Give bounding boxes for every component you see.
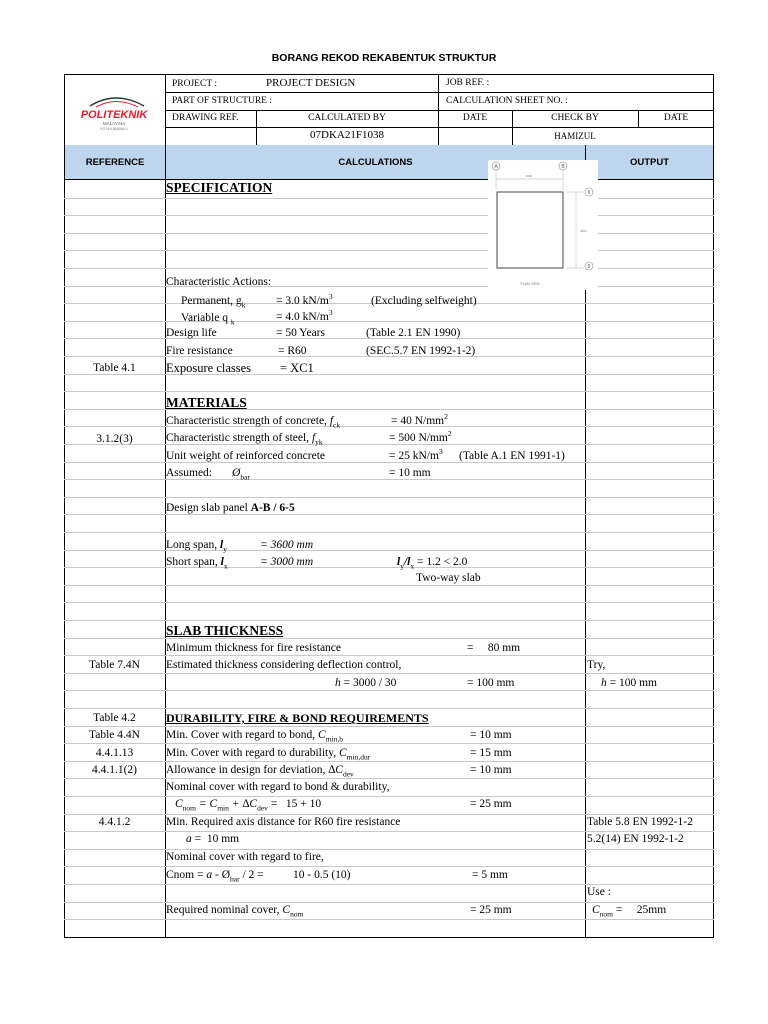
row-rule (64, 409, 714, 410)
ref-table-4-4n: Table 4.4N (89, 729, 140, 741)
cnom-value: = 25 mm (470, 798, 512, 810)
thickness-expression: h = 3000 / 30 (335, 677, 397, 689)
fyk-value: = 500 $N/mm^2$ (389, 429, 452, 444)
cover-bond-label: Min. Cover with regard to bond, $C_{min,b}$ (166, 729, 344, 744)
row-rule (64, 497, 714, 498)
short-span-value: = 3000 mm (260, 556, 314, 568)
svg-text:B: B (561, 164, 565, 170)
svg-text:A: A (494, 164, 498, 170)
slab-thickness-heading: SLAB THICKNESS (166, 623, 284, 638)
axis-distance-value: a = 10 mm (186, 833, 240, 845)
short-span-label: Short span, $l_x$ (166, 556, 228, 571)
row-rule (64, 426, 714, 427)
row-rule (64, 268, 714, 269)
row-rule (64, 215, 714, 216)
fyk-label: Characteristic strength of steel, $f_{yk}$ (166, 432, 323, 447)
materials-heading: MATERIALS (166, 395, 247, 410)
variable-label: Variable q $_k$ (181, 312, 235, 327)
header-rule (165, 92, 714, 93)
exposure-label: Exposure classes (166, 361, 252, 375)
job-ref-label: JOB REF. : (446, 78, 490, 88)
row-rule (64, 198, 714, 199)
cnom-expression: $C_{nom} = C_{min} + \Delta C_{dev} = 15 + 10$ (175, 798, 322, 813)
project-value: PROJECT DESIGN (266, 77, 356, 89)
unit-weight-label: Unit weight of reinforced concrete (166, 450, 326, 462)
unit-weight-note: (Table A.1 EN 1991-1) (459, 450, 565, 462)
svg-text:3600: 3600 (580, 229, 587, 233)
calculations-column-header: CALCULATIONS (166, 145, 585, 179)
ref-3-1-2-3: 3.1.2(3) (96, 433, 133, 445)
row-rule (64, 796, 714, 797)
permanent-label: Permanent, $g_k$ (181, 295, 246, 310)
row-rule (64, 708, 714, 709)
row-rule (64, 602, 714, 603)
variable-value: = 4.0 $kN/m^3$ (276, 308, 333, 323)
permanent-note: (Excluding selfweight) (371, 295, 477, 307)
svg-text:KOTA KINABALU: KOTA KINABALU (100, 127, 128, 131)
long-span-label: Long span, $l_y$ (166, 539, 227, 554)
nominal-fire-label: Nominal cover with regard to fire, (166, 851, 324, 863)
row-rule (64, 690, 714, 691)
row-rule (64, 550, 714, 551)
exposure-value: = XC1 (280, 361, 314, 375)
header-rule (165, 110, 714, 111)
check-by-label: CHECK BY (551, 113, 599, 123)
cnom-fire-value: = 5 mm (472, 869, 508, 881)
bar-diameter-symbol: $Ø_{bar}$ (232, 467, 250, 482)
output-table-5-8: Table 5.8 EN 1992-1-2 (587, 816, 693, 828)
output-use-label: Use : (587, 886, 611, 898)
part-of-structure-label: PART OF STRUCTURE : (172, 96, 273, 106)
ref-4-4-1-2: 4.4.1.2 (98, 816, 131, 828)
durability-heading: DURABILITY, FIRE & BOND REQUIREMENTS (166, 711, 429, 725)
ref-4-4-1-13: 4.4.1.13 (95, 747, 134, 759)
design-life-note: (Table 2.1 EN 1990) (366, 327, 461, 339)
design-life-label: Design life (166, 327, 217, 339)
row-rule (64, 655, 714, 656)
bar-diameter-value: = 10 mm (389, 467, 431, 479)
svg-text:5: 5 (587, 264, 591, 270)
fire-resistance-value: = R60 (278, 345, 307, 357)
cnom-fire-calc: 10 - 0.5 (10) (293, 869, 351, 881)
characteristic-actions-label: Characteristic Actions: (166, 276, 272, 288)
unit-weight-value: = 25 $kN/m^3$ (389, 447, 443, 462)
output-column-header: OUTPUT (586, 145, 713, 179)
svg-text:PLAN VIEW: PLAN VIEW (520, 282, 540, 286)
ref-table-4-2: Table 4.2 (93, 712, 136, 724)
row-rule (64, 919, 714, 920)
drawing-ref-label: DRAWING REF. (172, 113, 239, 123)
slab-type: Two-way slab (416, 572, 481, 584)
calculated-by-value: 07DKA21F1038 (310, 129, 384, 141)
row-rule (64, 866, 714, 867)
nominal-bond-label: Nominal cover with regard to bond & durability, (166, 781, 390, 793)
row-rule (64, 532, 714, 533)
fck-label: Characteristic strength of concrete, $f_{ck}$ (166, 415, 341, 430)
fire-resistance-note: (SEC.5.7 EN 1992-1-2) (366, 345, 476, 357)
date2-label: DATE (663, 113, 689, 123)
politeknik-logo (66, 92, 162, 132)
ref-4-4-1-1-2: 4.4.1.1(2) (91, 764, 138, 776)
row-rule (64, 250, 714, 251)
specification-heading: SPECIFICATION (166, 180, 273, 195)
fck-value: = 40 $N/mm^2$ (391, 412, 448, 427)
row-rule (64, 778, 714, 779)
slab-panel-label: Design slab panel A-B / 6-5 (166, 502, 295, 514)
axis-distance-label: Min. Required axis distance for R60 fire resistance (166, 816, 401, 828)
cover-durability-value: = 15 mm (470, 747, 512, 759)
assumed-label: Assumed: (166, 467, 212, 479)
slab-plan-diagram (488, 160, 598, 290)
deviation-value: = 10 mm (470, 764, 512, 776)
row-rule (64, 514, 714, 515)
cover-bond-value: = 10 mm (470, 729, 512, 741)
long-span-value: = 3600 mm (260, 539, 314, 551)
deviation-label: Allowance in design for deviation, $\Delta C_{dev}$ (166, 764, 354, 779)
calc-sheet-label: CALCULATION SHEET NO. : (446, 96, 568, 106)
row-rule (64, 321, 714, 322)
ref-table-7-4n: Table 7.4N (89, 659, 140, 671)
header-rule (165, 127, 714, 128)
row-rule (64, 233, 714, 234)
row-rule (64, 567, 714, 568)
output-5-2-14: 5.2(14) EN 1992-1-2 (587, 833, 684, 845)
calculated-by-label: CALCULATED BY (308, 113, 386, 123)
min-fire-thickness-label: Minimum thickness for fire resistance (166, 642, 342, 654)
header-rule (64, 179, 714, 180)
fire-resistance-label: Fire resistance (166, 345, 233, 357)
row-rule (64, 743, 714, 744)
row-rule (64, 849, 714, 850)
svg-text:6: 6 (587, 190, 591, 196)
estimated-thickness-label: Estimated thickness considering deflection control, (166, 659, 402, 671)
span-ratio: $l_y/l_x = 1.2 < 2.0$ (397, 556, 468, 571)
reference-column-header: REFERENCE (65, 145, 165, 179)
date-label: DATE (462, 113, 488, 123)
required-cover-label: Required nominal cover, $C_{nom}$ (166, 904, 304, 919)
row-rule (64, 638, 714, 639)
ref-table-4-1: Table 4.1 (93, 362, 136, 374)
row-rule (64, 673, 714, 674)
try-label: Try, (587, 659, 606, 671)
row-rule (64, 391, 714, 392)
try-thickness-value: h = 100 mm (601, 677, 658, 689)
project-label: PROJECT : (172, 79, 217, 89)
row-rule (64, 884, 714, 885)
row-rule (64, 620, 714, 621)
row-rule (64, 726, 714, 727)
cover-durability-label: Min. Cover with regard to durability, $C_{min,dur}$ (166, 747, 371, 762)
row-rule (64, 286, 714, 287)
form-frame (64, 74, 714, 938)
svg-text:3000: 3000 (525, 174, 533, 178)
svg-text:POLITEKNIK: POLITEKNIK (80, 109, 148, 121)
design-life-value: = 50 Years (276, 327, 325, 339)
output-cnom: $C_{nom}$ = 25mm (592, 904, 667, 919)
min-fire-thickness-value: = 80 mm (467, 642, 521, 654)
svg-text:MALAYSIA: MALAYSIA (102, 121, 126, 126)
check-by-value: HAMIZUL (554, 131, 596, 141)
thickness-value: = 100 mm (467, 677, 515, 689)
row-rule (64, 761, 714, 762)
row-rule (64, 585, 714, 586)
permanent-value: = 3.0 $kN/m^3$ (276, 292, 333, 307)
document-title: BORANG REKOD REKABENTUK STRUKTUR (271, 52, 497, 64)
required-cover-value: = 25 mm (470, 904, 512, 916)
cnom-fire-expression: Cnom = a - $Ø_{bar} / 2$ = (166, 869, 264, 884)
